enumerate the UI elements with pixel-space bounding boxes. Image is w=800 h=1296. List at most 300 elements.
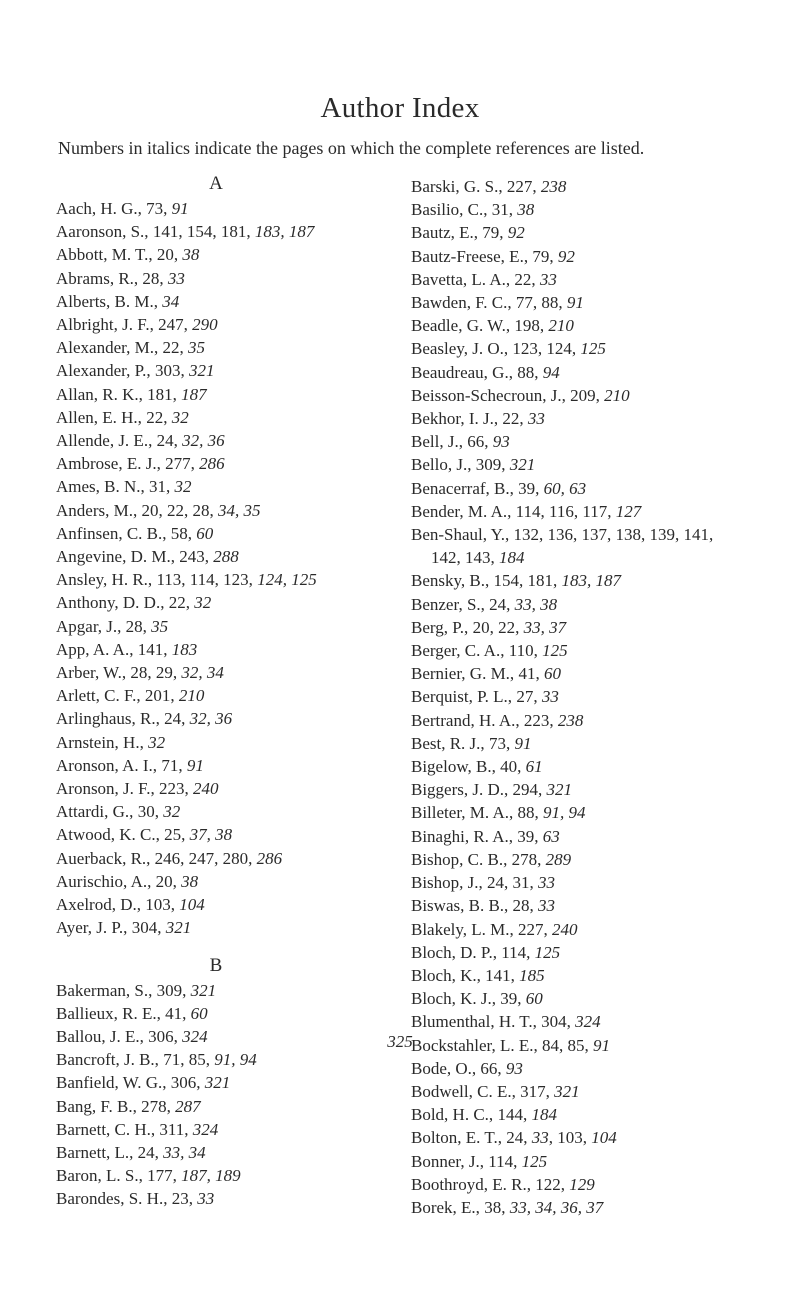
author-name: Bawden, F. C.,: [411, 293, 516, 313]
reference-pages: 60: [543, 664, 561, 684]
page-refs: 142, 143,: [431, 548, 499, 568]
reference-pages: 240: [552, 919, 578, 939]
author-name: Abbott, M. T.,: [56, 245, 157, 265]
author-name: Biswas, B. B.,: [411, 896, 513, 916]
author-name: Billeter, M. A.,: [411, 803, 518, 823]
reference-pages: 35: [151, 616, 169, 636]
index-entry: [56, 313, 386, 336]
page-refs: 198,: [514, 316, 549, 336]
page-refs: 277,: [165, 454, 200, 474]
author-name: Bishop, J.,: [411, 873, 488, 893]
reference-pages: 183, 187: [254, 222, 315, 242]
page-refs: 24,: [506, 1128, 532, 1148]
page-refs: 144,: [497, 1105, 532, 1125]
page-refs: 20,: [156, 245, 183, 265]
author-name: Aronson, J. F.,: [56, 779, 160, 799]
author-name: Bishop, C. B.,: [411, 849, 512, 869]
author-name: Arlett, C. F.,: [56, 686, 145, 706]
reference-pages: 92: [557, 246, 575, 266]
index-entry: [411, 662, 791, 685]
page-title: Author Index: [320, 92, 480, 124]
page-refs: 41,: [165, 1003, 191, 1023]
index-entry: [411, 825, 791, 848]
page-refs: 88,: [517, 803, 544, 823]
reference-pages: 33: [167, 268, 185, 288]
index-entry: [56, 800, 386, 823]
index-entry: [56, 754, 386, 777]
author-name: Apgar, J.,: [56, 616, 126, 636]
reference-pages: 324: [182, 1026, 208, 1046]
author-name: Alexander, M.,: [56, 338, 163, 358]
author-name: Bell, J.,: [411, 432, 468, 452]
author-name: Bloch, D. P.,: [411, 942, 502, 962]
author-name: Bancroft, J. B.,: [56, 1050, 164, 1070]
reference-pages: 184: [531, 1105, 557, 1125]
reference-pages: 33: [541, 687, 559, 707]
reference-pages: 35: [187, 338, 205, 358]
reference-pages: 91, 94: [214, 1050, 257, 1070]
page-refs: 71, 85,: [163, 1050, 215, 1070]
index-entry: [56, 267, 386, 290]
page-refs: 24,: [137, 1142, 164, 1162]
index-entry: [411, 987, 791, 1010]
author-name: Blakely, L. M.,: [411, 919, 519, 939]
index-entry: [56, 615, 386, 638]
reference-pages: 183, 187: [561, 571, 621, 591]
reference-pages: 286: [256, 848, 283, 868]
page-refs: 278,: [511, 849, 546, 869]
page-refs: 25,: [164, 825, 190, 845]
index-entry: [411, 314, 791, 337]
reference-pages: 34: [162, 291, 180, 311]
page-refs: 154, 181,: [493, 571, 562, 591]
page-refs: 114, 116, 117,: [515, 501, 616, 521]
index-entry: [411, 755, 791, 778]
page-refs: 306,: [148, 1026, 183, 1046]
reference-pages: 38: [517, 200, 535, 220]
reference-pages: 33, 34, 36, 37: [509, 1197, 604, 1217]
index-entry: [56, 383, 386, 406]
page-refs: 31,: [491, 200, 518, 220]
index-entry: [411, 1057, 791, 1080]
author-name: Bakerman, S.,: [56, 980, 157, 1000]
page-refs: , 103,: [548, 1128, 592, 1148]
page-refs: 22,: [168, 593, 195, 613]
page-refs: 278,: [141, 1096, 176, 1116]
reference-pages: 125: [580, 339, 606, 359]
page-refs: 123, 124,: [512, 339, 581, 359]
author-name: Ballou, J. E.,: [56, 1026, 149, 1046]
page-refs: 71,: [161, 755, 187, 775]
index-entry: [56, 661, 386, 684]
page-refs: 79,: [482, 223, 508, 243]
index-entry: [411, 1150, 791, 1173]
page-refs: 22,: [514, 269, 540, 289]
page-refs: 20, 22, 28,: [141, 500, 218, 520]
index-entry: [411, 918, 791, 941]
author-name: Bang, F. B.,: [56, 1096, 142, 1116]
index-entry: [411, 894, 791, 917]
author-name: Ambrose, E. J.,: [56, 454, 166, 474]
page-refs: 22,: [502, 409, 528, 429]
author-name: Angevine, D. M.,: [56, 547, 180, 567]
index-entry: [56, 591, 386, 614]
index-entry: [411, 964, 791, 987]
page-refs: 39,: [517, 826, 543, 846]
reference-pages: 92: [507, 223, 525, 243]
page-refs: 58,: [170, 523, 197, 543]
reference-pages: 240: [193, 779, 219, 799]
page-refs: 40,: [500, 757, 526, 777]
author-name: Basilio, C.,: [411, 200, 492, 220]
reference-pages: 91: [514, 733, 532, 753]
reference-pages: 91: [171, 199, 189, 218]
reference-pages: 60: [196, 523, 214, 543]
index-entry: [411, 221, 791, 244]
reference-pages: 125: [534, 942, 561, 962]
index-entry: [56, 336, 386, 359]
index-entry: [56, 1187, 386, 1210]
index-column-right: [411, 175, 791, 1219]
reference-pages: 93: [505, 1058, 523, 1078]
page-number: 325: [387, 1032, 413, 1051]
author-name: Ansley, H. R.,: [56, 570, 157, 590]
reference-pages: 321: [554, 1081, 580, 1101]
author-name: Ben-Shaul, Y.,: [411, 525, 514, 545]
reference-pages: 60: [190, 1003, 208, 1023]
index-entry: [56, 1118, 386, 1141]
author-name: Biggers, J. D.,: [411, 780, 513, 800]
index-entry: [411, 801, 791, 824]
index-entry: [411, 523, 791, 546]
index-entry: [411, 1010, 791, 1033]
reference-pages: 238: [557, 710, 584, 730]
author-name: Borek, E.,: [411, 1197, 485, 1217]
reference-pages: 129: [569, 1174, 595, 1194]
reference-pages: 91: [593, 1035, 611, 1055]
page-refs: 304,: [131, 918, 166, 938]
author-name: Axelrod, D.,: [56, 895, 146, 915]
reference-pages: 127: [615, 501, 642, 521]
page-refs: 114,: [501, 942, 535, 962]
page-refs: 24,: [489, 594, 515, 614]
reference-pages: 60, 63: [543, 478, 587, 498]
reference-pages: 91: [566, 293, 584, 313]
author-name: Beaudreau, G.,: [411, 362, 518, 382]
page-refs: 227,: [518, 919, 553, 939]
index-entry: [411, 407, 791, 430]
index-entry: [411, 848, 791, 871]
author-name: Barnett, C. H.,: [56, 1119, 160, 1139]
reference-pages: 321: [165, 918, 192, 938]
page-refs: 27,: [516, 687, 542, 707]
reference-pages: 210: [178, 686, 205, 706]
reference-pages: 286: [199, 454, 225, 474]
page-refs: 141,: [137, 639, 172, 659]
page-refs: 304,: [541, 1012, 576, 1032]
author-name: Auerback, R.,: [56, 848, 155, 868]
author-name: Aurischio, A.,: [56, 871, 156, 891]
page-refs: 22,: [146, 407, 172, 427]
author-name: Abrams, R.,: [56, 268, 143, 288]
page-refs: 243,: [179, 547, 214, 567]
author-name: Bello, J.,: [411, 455, 476, 475]
section-letter: A: [209, 173, 223, 194]
index-entry: [56, 499, 386, 522]
reference-pages: 125: [542, 641, 568, 661]
index-entry: [411, 616, 791, 639]
page-refs: 73,: [146, 199, 172, 218]
reference-pages: 32: [163, 802, 181, 822]
author-name: Arlinghaus, R.,: [56, 709, 165, 729]
author-name: Best, R. J.,: [411, 733, 489, 753]
reference-pages: 34, 35: [217, 500, 261, 520]
reference-pages: 104: [179, 895, 205, 915]
author-name: Banfield, W. G.,: [56, 1073, 171, 1093]
author-name: Arnstein, H.,: [56, 732, 149, 752]
page-refs: 141, 154, 181,: [152, 222, 255, 242]
author-name: App, A. A.,: [56, 639, 138, 659]
author-name: Boothroyd, E. R.,: [411, 1174, 536, 1194]
index-entry: [56, 1095, 386, 1118]
page-refs: 28,: [125, 616, 152, 636]
author-name: Alberts, B. M.,: [56, 291, 163, 311]
reference-pages: 288: [213, 547, 239, 567]
page-refs: 24, 31,: [487, 873, 539, 893]
page-refs: 303,: [154, 361, 189, 381]
page-refs: 317,: [520, 1081, 555, 1101]
reference-pages: 61: [525, 757, 543, 777]
page-refs: 73,: [488, 733, 515, 753]
page-refs: 311,: [159, 1119, 193, 1139]
index-entry: [56, 220, 386, 243]
index-entry: [56, 475, 386, 498]
author-name: Anfinsen, C. B.,: [56, 523, 171, 543]
page-refs: 294,: [512, 780, 547, 800]
author-name: Benzer, S.,: [411, 594, 490, 614]
index-entry: [56, 777, 386, 800]
index-entry: [411, 245, 791, 268]
page-refs: 24,: [164, 709, 190, 729]
reference-pages: 290: [192, 315, 218, 335]
author-name: Baron, L. S.,: [56, 1166, 148, 1186]
index-entry: [56, 638, 386, 661]
page-refs: 223,: [159, 779, 194, 799]
reference-pages: 38: [182, 245, 200, 265]
author-name: Attardi, G.,: [56, 802, 138, 822]
reference-pages: 32, 36: [189, 709, 233, 729]
index-entry: [56, 359, 386, 382]
reference-pages: 238: [540, 177, 567, 196]
index-entry: [411, 593, 791, 616]
index-entry: [56, 429, 386, 452]
reference-pages: 94: [542, 362, 560, 382]
page-refs: 309,: [475, 455, 510, 475]
author-name: Bernier, G. M.,: [411, 664, 519, 684]
author-name: Bekhor, I. J.,: [411, 409, 503, 429]
index-entry: [411, 732, 791, 755]
reference-pages: 289: [545, 849, 572, 869]
reference-pages: 60: [525, 989, 543, 1009]
index-entry: [411, 871, 791, 894]
reference-pages: 321: [190, 980, 217, 1000]
index-entry: [56, 1141, 386, 1164]
page-refs: 306,: [170, 1073, 205, 1093]
index-entry: [411, 268, 791, 291]
page-refs: 28,: [512, 896, 539, 916]
author-name: Benacerraf, B.,: [411, 478, 519, 498]
author-name: Anthony, D. D.,: [56, 593, 169, 613]
index-entry: [411, 361, 791, 384]
reference-pages: 321: [509, 455, 536, 475]
page-refs: 103,: [145, 895, 180, 915]
author-name: Bautz, E.,: [411, 223, 483, 243]
index-entry: [411, 1126, 791, 1149]
author-name: Allan, R. K.,: [56, 384, 148, 404]
page-refs: 114,: [488, 1151, 522, 1171]
page-refs: 110,: [508, 641, 543, 661]
author-name: Bautz-Freese, E.,: [411, 246, 533, 266]
index-entry: [56, 243, 386, 266]
index-entry: [411, 291, 791, 314]
index-note: Numbers in italics indicate the pages on which the complete references are listed.: [58, 138, 645, 158]
page-refs: 79,: [532, 246, 558, 266]
author-name: Arber, W.,: [56, 663, 131, 683]
index-entry: [56, 406, 386, 429]
reference-pages: 32: [194, 593, 212, 613]
reference-pages: 32, 34: [181, 663, 224, 683]
page-refs: 309,: [156, 980, 191, 1000]
page-refs: 22,: [162, 338, 188, 358]
index-entry: [56, 197, 386, 220]
index-entry: [411, 175, 791, 198]
index-entry: [411, 941, 791, 964]
page-refs: 66,: [467, 432, 493, 452]
reference-pages: 37, 38: [189, 825, 233, 845]
reference-pages: 210: [548, 316, 574, 336]
reference-pages: 32: [148, 732, 166, 752]
reference-pages: 321: [546, 780, 573, 800]
reference-pages: 91: [186, 755, 204, 775]
page-refs: 223,: [523, 710, 558, 730]
page-refs: 113, 114, 123,: [156, 570, 258, 590]
index-entry: [56, 1071, 386, 1094]
index-entry: [56, 979, 386, 1002]
reference-pages: 33: [538, 896, 556, 916]
page-refs: 247,: [158, 315, 193, 335]
index-entry: [411, 546, 791, 569]
page-refs: 24,: [156, 431, 183, 451]
page-refs: 227,: [506, 177, 541, 196]
index-entry: [56, 847, 386, 870]
index-entry: [411, 430, 791, 453]
author-name: Berquist, P. L.,: [411, 687, 517, 707]
index-entry: [411, 1103, 791, 1126]
page-refs: 141,: [485, 965, 520, 985]
page-refs: 88,: [517, 362, 543, 382]
reference-pages: 287: [175, 1096, 201, 1116]
reference-pages: 321: [204, 1073, 231, 1093]
reference-pages: 124, 125: [257, 570, 317, 590]
author-name: Berg, P.,: [411, 617, 473, 637]
index-entry: [411, 384, 791, 407]
page-refs: 38,: [484, 1197, 510, 1217]
author-name: Beadle, G. W.,: [411, 316, 515, 336]
index-entry: [56, 870, 386, 893]
author-name: Binaghi, R. A.,: [411, 826, 518, 846]
reference-pages: 32, 36: [182, 431, 225, 451]
index-entry: [56, 1002, 386, 1025]
reference-pages: 324: [192, 1119, 219, 1139]
author-name: Ballieux, R. E.,: [56, 1003, 166, 1023]
reference-pages: 187: [181, 384, 207, 404]
reference-pages: 321: [188, 361, 215, 381]
index-entry: [56, 290, 386, 313]
author-name: Aach, H. G.,: [56, 199, 147, 218]
reference-pages: 33, 34: [163, 1142, 206, 1162]
author-name: Bender, M. A.,: [411, 501, 516, 521]
author-name: Allen, E. H.,: [56, 407, 147, 427]
author-name: Barondes, S. H.,: [56, 1189, 172, 1209]
page-refs: 31,: [149, 477, 175, 497]
author-name: Bode, O.,: [411, 1058, 481, 1078]
page-refs: 28,: [142, 268, 168, 288]
reference-pages: 32: [171, 407, 189, 427]
index-entry: [411, 1173, 791, 1196]
reference-pages: 38: [181, 871, 199, 891]
author-name: Barski, G. S.,: [411, 177, 507, 196]
reference-pages: 33: [538, 873, 556, 893]
reference-pages: 210: [604, 385, 630, 405]
reference-pages: 183: [171, 639, 198, 659]
author-name: Bodwell, C. E.,: [411, 1081, 521, 1101]
reference-pages: 185: [519, 965, 545, 985]
page-refs: 84, 85,: [542, 1035, 594, 1055]
reference-pages: 33: [527, 409, 545, 429]
author-name: Albright, J. F.,: [56, 315, 159, 335]
reference-pages: 32: [174, 477, 192, 497]
author-name: Alexander, P.,: [56, 361, 155, 381]
index-entry: [56, 707, 386, 730]
reference-pages: 33, 37: [523, 617, 567, 637]
author-name: Blumenthal, H. T.,: [411, 1012, 542, 1032]
page-refs: 66,: [480, 1058, 506, 1078]
index-entry: [56, 568, 386, 591]
author-name: Anders, M.,: [56, 500, 142, 520]
page-refs: 23,: [171, 1189, 198, 1209]
page-refs: 39,: [518, 478, 544, 498]
author-name: Allende, J. E.,: [56, 431, 157, 451]
page-refs: 177,: [147, 1166, 182, 1186]
author-name: Aronson, A. I.,: [56, 755, 162, 775]
page-refs: 28, 29,: [130, 663, 182, 683]
index-entry: [411, 709, 791, 732]
author-name: Bloch, K. J.,: [411, 989, 501, 1009]
index-entry: [411, 500, 791, 523]
index-entry: [411, 639, 791, 662]
index-entry: [411, 569, 791, 592]
index-entry: [56, 545, 386, 568]
page-refs: 181,: [147, 384, 182, 404]
index-column-left: [56, 170, 386, 1211]
page-refs: 201,: [144, 686, 179, 706]
author-name: Bockstahler, L. E.,: [411, 1035, 543, 1055]
reference-pages: 33: [197, 1189, 215, 1209]
page-refs: 20, 22,: [472, 617, 524, 637]
author-name: Bloch, K.,: [411, 965, 486, 985]
page-refs: 132, 136, 137, 138, 139, 141,: [513, 525, 714, 545]
reference-pages: 93: [492, 432, 510, 452]
